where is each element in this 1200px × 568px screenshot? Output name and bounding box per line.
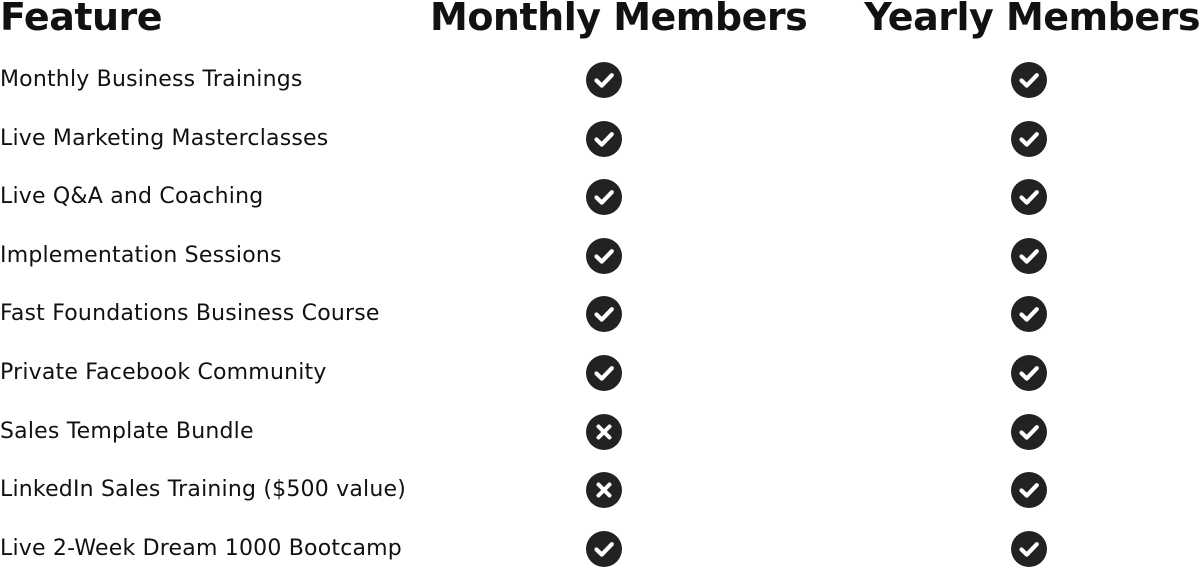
table-row [0, 520, 1200, 568]
yearly-members-column-header: Yearly Members [864, 0, 1200, 39]
feature-label: Implementation Sessions [0, 242, 282, 268]
check-icon [1011, 414, 1047, 450]
check-icon [586, 179, 622, 215]
table-header [0, 0, 1200, 38]
table-row [0, 227, 1200, 285]
table-row [0, 110, 1200, 168]
check-icon [586, 296, 622, 332]
feature-label: Monthly Business Trainings [0, 67, 303, 92]
table-row [0, 285, 1200, 343]
table-row [0, 51, 1200, 109]
check-icon [1011, 238, 1047, 274]
feature-label: Live Q&A and Coaching [0, 184, 264, 210]
check-icon [1011, 531, 1047, 567]
table-row [0, 168, 1200, 226]
feature-label: Fast Foundations Business Course [0, 301, 380, 327]
feature-column-header: Feature [0, 0, 163, 39]
feature-label: LinkedIn Sales Training ($500 value) [0, 477, 406, 503]
check-icon [1011, 296, 1047, 332]
check-icon [1011, 121, 1047, 157]
check-icon [586, 355, 622, 391]
feature-label: Private Facebook Community [0, 360, 327, 385]
check-icon [586, 531, 622, 567]
x-icon [586, 472, 622, 508]
table-row [0, 461, 1200, 519]
check-icon [1011, 62, 1047, 98]
x-icon [586, 414, 622, 450]
check-icon [1011, 179, 1047, 215]
feature-label: Live Marketing Masterclasses [0, 125, 329, 151]
monthly-members-column-header: Monthly Members [430, 0, 808, 39]
check-icon [586, 121, 622, 157]
table-row [0, 403, 1200, 461]
feature-label: Live 2-Week Dream 1000 Bootcamp [0, 535, 402, 561]
table-row [0, 344, 1200, 402]
check-icon [586, 62, 622, 98]
check-icon [1011, 472, 1047, 508]
feature-label: Sales Template Bundle [0, 418, 254, 444]
check-icon [586, 238, 622, 274]
check-icon [1011, 355, 1047, 391]
